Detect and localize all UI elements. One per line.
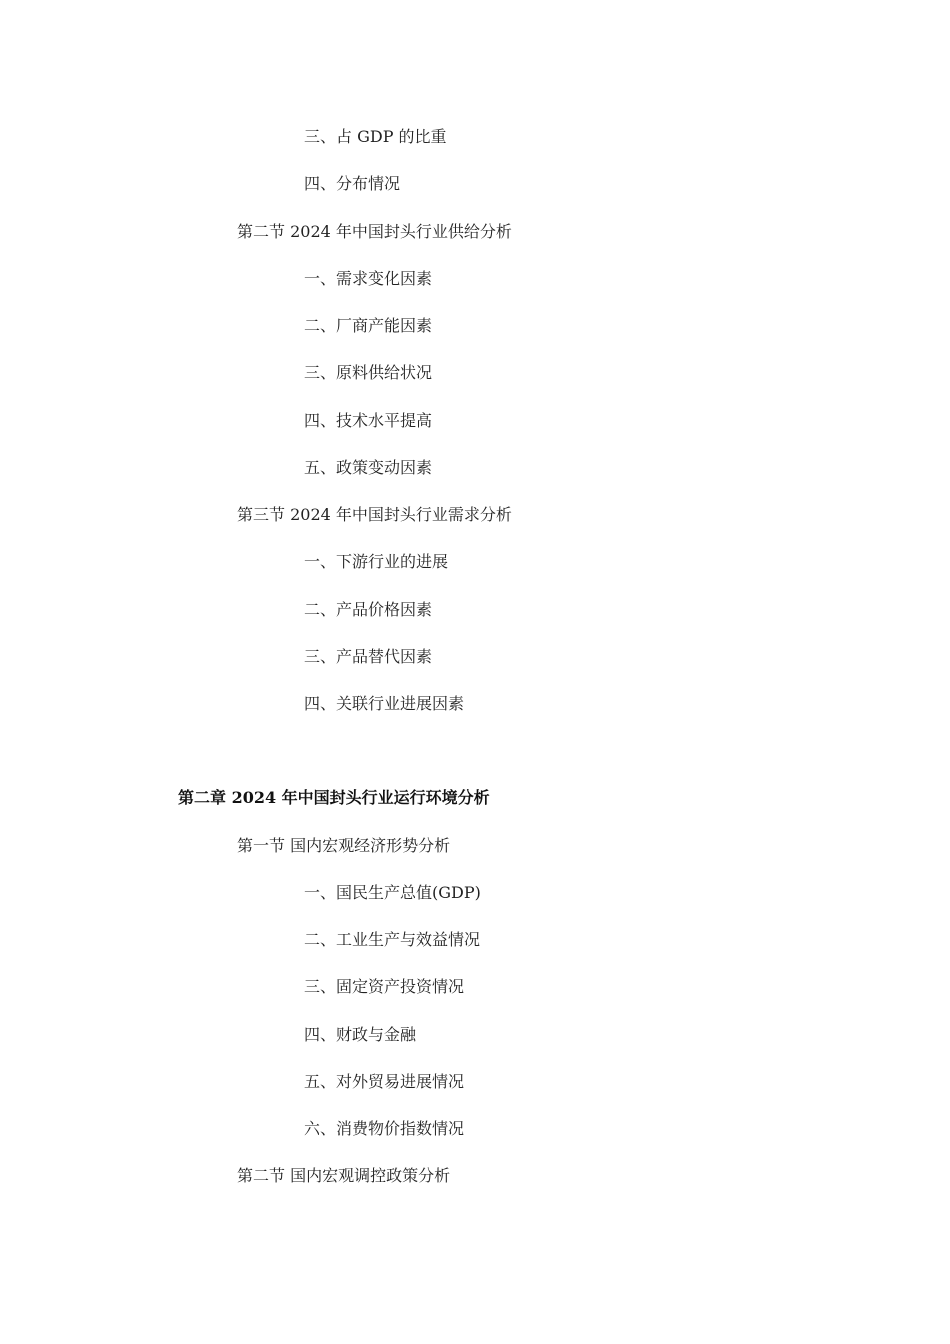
toc-item: 一、国民生产总值(GDP): [304, 883, 481, 902]
toc-item: 二、产品价格因素: [304, 600, 433, 619]
toc-chapter-heading: 第二章 2024 年中国封头行业运行环境分析: [178, 788, 490, 807]
toc-item: 二、厂商产能因素: [304, 316, 433, 335]
toc-item: 三、产品替代因素: [304, 647, 433, 666]
toc-item: 四、技术水平提高: [304, 411, 433, 430]
toc-item: 三、原料供给状况: [304, 363, 433, 382]
toc-section-heading: 第三节 2024 年中国封头行业需求分析: [237, 505, 512, 524]
toc-item: 五、对外贸易进展情况: [304, 1072, 465, 1091]
toc-section-heading: 第一节 国内宏观经济形势分析: [237, 836, 451, 855]
toc-section-heading: 第二节 2024 年中国封头行业供给分析: [237, 222, 512, 241]
toc-item: 四、分布情况: [304, 174, 401, 193]
toc-item: 二、工业生产与效益情况: [304, 930, 481, 949]
toc-item: 六、消费物价指数情况: [304, 1119, 465, 1138]
toc-item: 四、关联行业进展因素: [304, 694, 465, 713]
toc-section-heading: 第二节 国内宏观调控政策分析: [237, 1166, 451, 1185]
toc-item: 三、占 GDP 的比重: [304, 127, 447, 146]
toc-item: 一、需求变化因素: [304, 269, 433, 288]
toc-item: 一、下游行业的进展: [304, 552, 449, 571]
toc-item: 三、固定资产投资情况: [304, 977, 465, 996]
toc-item: 四、财政与金融: [304, 1025, 417, 1044]
toc-item: 五、政策变动因素: [304, 458, 433, 477]
